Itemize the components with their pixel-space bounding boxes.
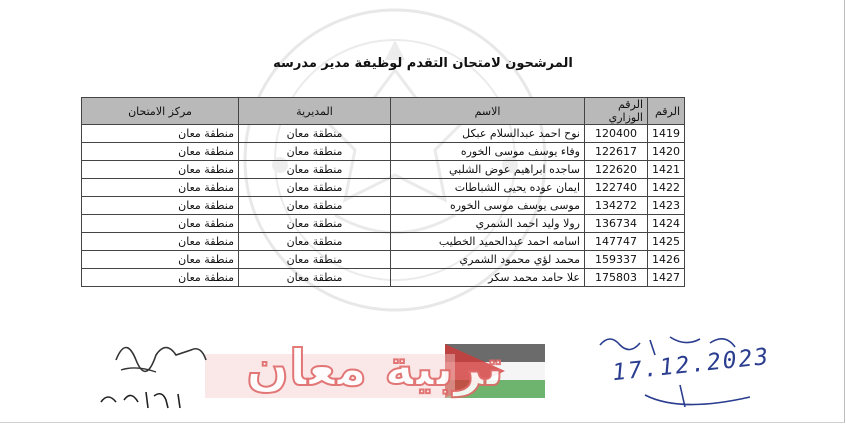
cell-directorate: منطقة معان	[239, 125, 391, 143]
cell-directorate: منطقة معان	[239, 143, 391, 161]
cell-ministry-no: 122620	[585, 161, 648, 179]
table-row	[82, 251, 685, 269]
cell-num: 1427	[648, 269, 685, 287]
header-ministry-no: الرقم الوزاري	[585, 98, 648, 125]
cell-exam-center: منطقة معان	[82, 125, 239, 143]
cell-exam-center: منطقة معان	[82, 179, 239, 197]
cell-ministry-no: 175803	[585, 269, 648, 287]
cell-ministry-no: 136734	[585, 215, 648, 233]
cell-name: اسامه احمد عبدالحميد الخطيب	[391, 233, 585, 251]
cell-exam-center: منطقة معان	[82, 143, 239, 161]
table-row	[82, 143, 685, 161]
cell-num: 1425	[648, 233, 685, 251]
cell-num: 1422	[648, 179, 685, 197]
cell-exam-center: منطقة معان	[82, 269, 239, 287]
cell-directorate: منطقة معان	[239, 215, 391, 233]
cell-ministry-no: 120400	[585, 125, 648, 143]
cell-exam-center: منطقة معان	[82, 251, 239, 269]
cell-exam-center: منطقة معان	[82, 197, 239, 215]
header-name: الاسم	[391, 98, 585, 125]
header-exam-center: مركز الامتحان	[82, 98, 239, 125]
cell-directorate: منطقة معان	[239, 179, 391, 197]
cell-num: 1420	[648, 143, 685, 161]
cell-num: 1421	[648, 161, 685, 179]
cell-ministry-no: 134272	[585, 197, 648, 215]
cell-exam-center: منطقة معان	[82, 233, 239, 251]
table-row	[82, 197, 685, 215]
cell-exam-center: منطقة معان	[82, 215, 239, 233]
cell-directorate: منطقة معان	[239, 233, 391, 251]
table-row	[82, 215, 685, 233]
signature-left	[96, 330, 226, 415]
table-row	[82, 233, 685, 251]
cell-name: محمد لؤي محمود الشمري	[391, 251, 585, 269]
cell-directorate: منطقة معان	[239, 161, 391, 179]
cell-directorate: منطقة معان	[239, 251, 391, 269]
cell-num: 1426	[648, 251, 685, 269]
cell-name: وفاء يوسف موسى الخوره	[391, 143, 585, 161]
cell-ministry-no: 122617	[585, 143, 648, 161]
cell-name: علا حامد محمد سكر	[391, 269, 585, 287]
table-row	[82, 179, 685, 197]
cell-directorate: منطقة معان	[239, 269, 391, 287]
page-title: المرشحون لامتحان التقدم لوظيفة مدير مدرسه	[273, 56, 573, 71]
table-row	[82, 125, 685, 143]
cell-num: 1419	[648, 125, 685, 143]
cell-exam-center: منطقة معان	[82, 161, 239, 179]
candidates-table	[81, 97, 685, 287]
table-header-row	[82, 98, 685, 125]
handwritten-date: 17.12.2023	[611, 343, 772, 387]
table-row	[82, 161, 685, 179]
cell-num: 1423	[648, 197, 685, 215]
cell-num: 1424	[648, 215, 685, 233]
stamp-text: تربية معان	[246, 339, 504, 397]
cell-ministry-no: 159337	[585, 251, 648, 269]
cell-name: موسى يوسف موسى الخوره	[391, 197, 585, 215]
cell-name: ساجده ابراهيم عوض الشلبي	[391, 161, 585, 179]
header-num: الرقم	[648, 98, 685, 125]
cell-ministry-no: 122740	[585, 179, 648, 197]
cell-name: ايمان عوده يحيى الشباطات	[391, 179, 585, 197]
cell-name: نوح احمد عبدالسلام عبكل	[391, 125, 585, 143]
cell-ministry-no: 147747	[585, 233, 648, 251]
table-row	[82, 269, 685, 287]
header-directorate: المديرية	[239, 98, 391, 125]
cell-name: رولا وليد احمد الشمري	[391, 215, 585, 233]
cell-directorate: منطقة معان	[239, 197, 391, 215]
